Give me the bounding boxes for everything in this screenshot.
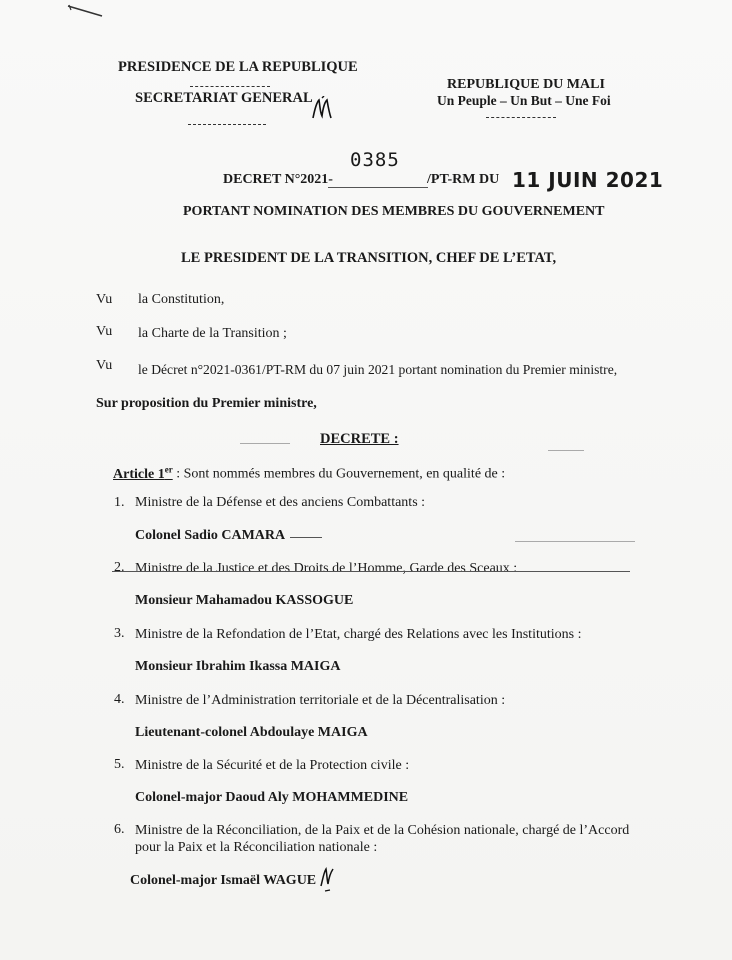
member-name: Colonel-major Ismaël WAGUE	[130, 873, 317, 888]
presidency-heading: PRESIDENCE DE LA REPUBLIQUE	[118, 59, 358, 75]
decree-authority: LE PRESIDENT DE LA TRANSITION, CHEF DE L’ETAT,	[181, 250, 557, 266]
decree-date: 11 JUIN 2021	[512, 168, 664, 192]
vu-label: Vu	[96, 324, 113, 339]
decree-number: 0385	[350, 149, 400, 171]
member-number: 2.	[114, 560, 125, 575]
secretariat-heading: SECRETARIAT GENERAL	[135, 90, 313, 106]
separator	[188, 124, 266, 125]
article-label: Article 1er	[113, 464, 173, 482]
decree-subject: PORTANT NOMINATION DES MEMBRES DU GOUVERNEMENT	[183, 204, 605, 219]
strike-line	[112, 571, 630, 572]
member-title: Ministre de la Justice et des Droits de l’Homme, Garde des Sceaux :	[135, 561, 518, 576]
member-title: Ministre de la Défense et des anciens Combattants :	[135, 495, 426, 510]
republic-heading: REPUBLIQUE DU MALI	[447, 77, 605, 92]
vu-label: Vu	[96, 358, 113, 373]
member-name: Monsieur Mahamadou KASSOGUE	[135, 593, 354, 608]
member-title: Ministre de la Réconciliation, de la Paix et de la Cohésion nationale, chargé de l’Accord	[135, 823, 630, 838]
member-title-continued: pour la Paix et la Réconciliation nationale :	[135, 840, 378, 855]
member-number: 6.	[114, 822, 125, 837]
number-blank-line	[328, 187, 428, 188]
vu-text: la Charte de la Transition ;	[138, 326, 287, 341]
member-title: Ministre de l’Administration territoriale et de la Décentralisation :	[135, 693, 506, 708]
member-title: Ministre de la Sécurité et de la Protection civile :	[135, 758, 410, 773]
article-text: : Sont nommés membres du Gouvernement, en qualité de :	[176, 466, 506, 482]
decree-suffix: /PT-RM DU	[427, 172, 500, 187]
separator	[190, 86, 270, 87]
article-1	[113, 464, 505, 483]
member-name: Monsieur Ibrahim Ikassa MAIGA	[135, 659, 341, 674]
initials-signature-mark	[310, 96, 336, 124]
pen-stroke-mark	[66, 4, 104, 18]
scan-line	[240, 443, 290, 444]
republic-motto: Un Peuple – Un But – Une Foi	[437, 93, 611, 108]
member-number: 1.	[114, 495, 125, 510]
vu-label: Vu	[96, 292, 113, 307]
member-name: Colonel-major Daoud Aly MOHAMMEDINE	[135, 790, 409, 805]
scan-line	[548, 450, 584, 451]
separator	[486, 117, 556, 118]
member-title: Ministre de la Refondation de l’Etat, chargé des Relations avec les Institutions :	[135, 627, 582, 642]
proposal-line: Sur proposition du Premier ministre,	[96, 396, 317, 411]
initials-signature-mark	[318, 866, 336, 892]
vu-text: le Décret n°2021-0361/PT-RM du 07 juin 2021 portant nomination du Premier ministre,	[138, 362, 618, 377]
vu-text: la Constitution,	[138, 292, 225, 307]
member-number: 5.	[114, 757, 125, 772]
scan-line	[290, 537, 322, 538]
member-number: 3.	[114, 626, 125, 641]
scan-line	[515, 541, 635, 542]
member-name: Lieutenant-colonel Abdoulaye MAIGA	[135, 725, 368, 740]
decree-prefix: DECRET N°2021-	[223, 172, 333, 187]
member-number: 4.	[114, 692, 125, 707]
member-name: Colonel Sadio CAMARA	[135, 528, 286, 543]
decrete-heading: DECRETE :	[320, 431, 399, 447]
